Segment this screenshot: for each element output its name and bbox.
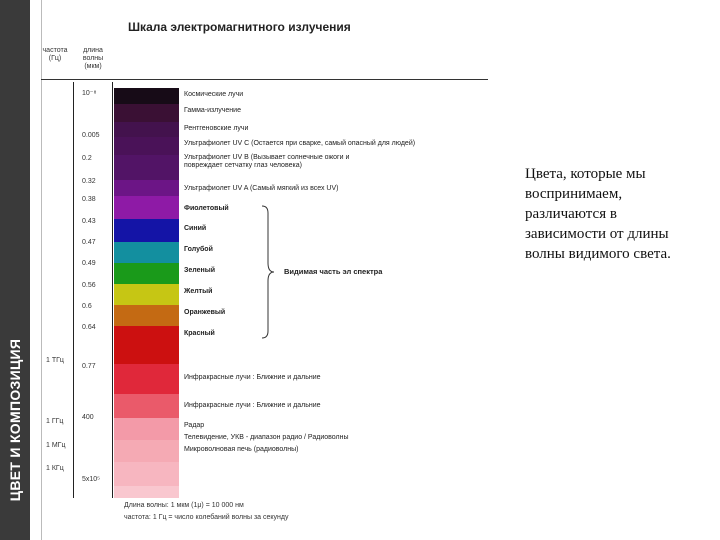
wavelength-tick-label: 0.38 xyxy=(82,196,96,203)
header-rule xyxy=(41,79,488,80)
band-label: Инфракрасные лучи : Ближние и дальние xyxy=(184,374,321,381)
wavelength-header: длина волны (мкм) xyxy=(82,47,104,70)
band-label: Фиолетовый xyxy=(184,205,229,212)
wavelength-tick-label: 0.56 xyxy=(82,282,96,289)
wavelength-axis xyxy=(112,82,113,498)
band-label: Желтый xyxy=(184,288,213,295)
band-label: Оранжевый xyxy=(184,309,226,316)
spectrum-band xyxy=(114,180,179,196)
wavelength-tick-label: 5х10⁵ xyxy=(82,476,101,483)
band-label: Ультрафиолет UV C (Остается при сварке, самый опасный для людей) xyxy=(184,140,416,147)
frequency-tick-label: 1 ТГц xyxy=(46,357,64,364)
spectrum-band xyxy=(114,219,179,242)
spectrum-band xyxy=(114,137,179,155)
visible-spectrum-label: Видимая часть эл спектра xyxy=(284,267,383,276)
footnote-wavelength: Длина волны: 1 мкм (1μ) = 10 000 нм xyxy=(124,502,244,509)
visible-spectrum-brace xyxy=(262,205,274,339)
spectrum-band xyxy=(114,440,179,462)
wavelength-tick-label: 0.77 xyxy=(82,363,96,370)
wavelength-tick-label: 0.32 xyxy=(82,178,96,185)
band-label: Ультрафиолет UV B (Вызывает солнечные ожоги и повреждает сетчатку глаз человека) xyxy=(184,154,350,169)
band-label: Красный xyxy=(184,330,215,337)
sidebar xyxy=(0,0,30,540)
wavelength-tick-label: 0.2 xyxy=(82,155,92,162)
frequency-tick-label: 1 ГГц xyxy=(46,418,64,425)
band-label: Гамма-излучение xyxy=(184,107,241,114)
spectrum-band xyxy=(114,486,179,498)
wavelength-tick-label: 400 xyxy=(82,414,94,421)
band-label: Радар xyxy=(184,422,205,429)
spectrum-band xyxy=(114,418,179,440)
sidebar-title: ЦВЕТ И КОМПОЗИЦИЯ xyxy=(7,338,23,502)
spectrum-band xyxy=(114,394,179,418)
spectrum-band xyxy=(114,305,179,326)
frequency-tick-label: 1 КГц xyxy=(46,465,64,472)
band-label: Голубой xyxy=(184,246,213,253)
spectrum-band xyxy=(114,196,179,219)
band-label: Ультрафиолет UV A (Самый мягкий из всех UV) xyxy=(184,185,339,192)
divider-line xyxy=(41,0,42,540)
band-label: Синий xyxy=(184,225,207,232)
footnote-frequency: частота: 1 Гц = число колебаний волны за секунду xyxy=(124,514,289,521)
band-label: Космические лучи xyxy=(184,91,244,98)
wavelength-tick-label: 0.005 xyxy=(82,132,100,139)
chart-title: Шкала электромагнитного излучения xyxy=(128,20,351,34)
caption-text: Цвета, которые мы воспринимаем, различаются в зависимости от длины волны видимого света. xyxy=(525,166,671,262)
frequency-axis xyxy=(73,82,74,498)
wavelength-tick-label: 0.49 xyxy=(82,260,96,267)
wavelength-tick-label: 0.47 xyxy=(82,239,96,246)
wavelength-tick-label: 10⁻⁸ xyxy=(82,90,97,97)
wavelength-tick-label: 0.64 xyxy=(82,324,96,331)
wavelength-tick-label: 0.43 xyxy=(82,218,96,225)
spectrum-band xyxy=(114,88,179,104)
spectrum-band xyxy=(114,284,179,305)
band-label: Микроволновая печь (радиоволны) xyxy=(184,446,299,453)
band-label: Рентгеновские лучи xyxy=(184,125,249,132)
frequency-tick-label: 1 МГц xyxy=(46,442,66,449)
spectrum-band xyxy=(114,155,179,180)
spectrum-band xyxy=(114,242,179,263)
spectrum-band xyxy=(114,263,179,284)
band-label: Инфракрасные лучи : Ближние и дальние xyxy=(184,402,321,409)
band-label: Телевидение, УКВ - диапазон радио / Радиоволны xyxy=(184,434,349,441)
band-label: Зеленый xyxy=(184,267,216,274)
spectrum-band xyxy=(114,462,179,486)
spectrum-band xyxy=(114,104,179,122)
spectrum-band xyxy=(114,326,179,364)
spectrum-band xyxy=(114,364,179,394)
frequency-header: частота (Гц) xyxy=(42,47,68,62)
wavelength-tick-label: 0.6 xyxy=(82,303,92,310)
spectrum-band xyxy=(114,122,179,137)
